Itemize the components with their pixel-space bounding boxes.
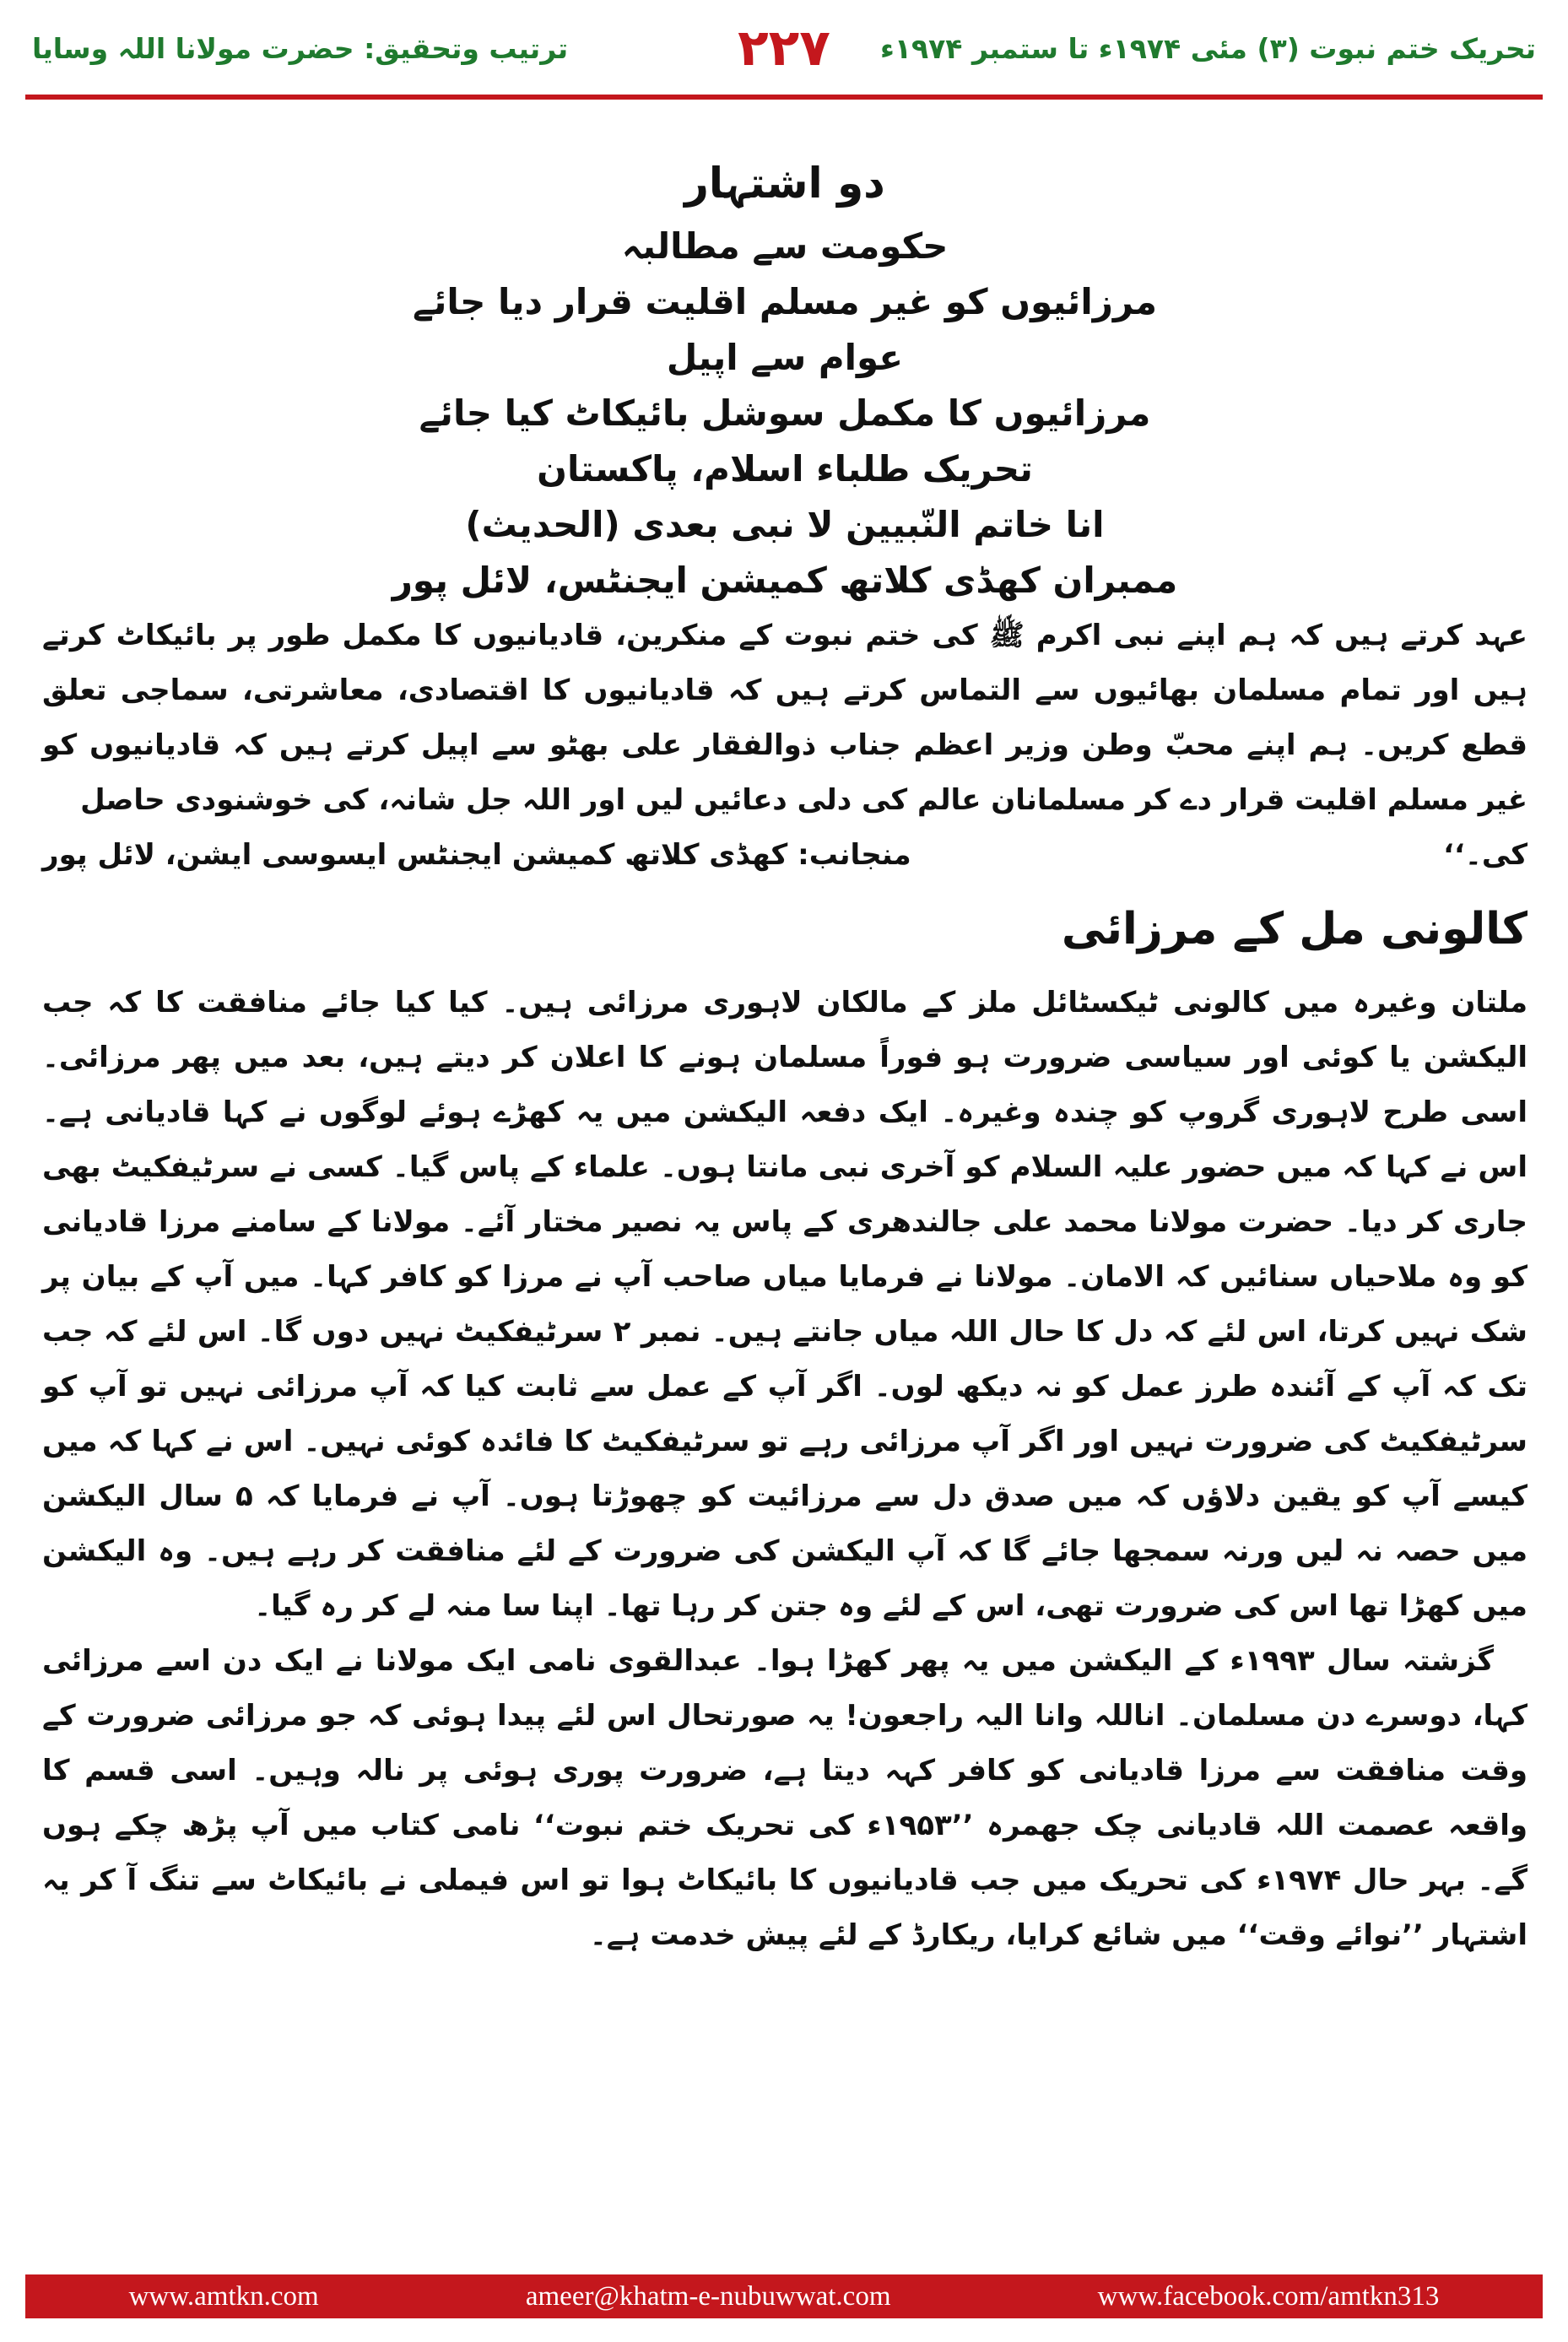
running-title: تحریک ختم نبوت (۳) مئی ۱۹۷۴ء تا ستمبر ۱۹۷۴ء <box>880 32 1536 65</box>
section-paragraph: گزشتہ سال ۱۹۹۳ء کے الیکشن میں یہ پھر کھڑا ہوا۔ عبدالقوی نامی ایک مولانا نے ایک دن اسے مرزائی کہا، دوسرے دن مسلمان۔ اناللہ وانا الیہ راجعون! یہ صورتحال اس لئے پیدا ہوئی کہ جو مرزائی ضرورت کے وقت منافقت سے مرزا قادیانی کو کافر کہہ دیتا ہے، ضرورت پوری ہوئی پر نالہ وہیں۔ اسی قسم کا واقعہ عصمت اللہ قادیانی چک جھمرہ ’’۱۹۵۳ء کی تحریک ختم نبوت‘‘ نامی کتاب میں آپ پڑھ چکے ہوں گے۔ بہر حال ۱۹۷۴ء کی تحریک میں جب قادیانیوں کا بائیکاٹ ہوا تو اس فیملی نے بائیکاٹ سے تنگ آ کر یہ اشتہار ’’نوائے وقت‘‘ میں شائع کرایا، ریکارڈ کے لئے پیش خدمت ہے۔ <box>42 1644 1527 1952</box>
poster-signoff: منجانب: کھڈی کلاتھ کمیشن ایجنٹس ایسوسی ایشن، لائل پور <box>42 838 911 872</box>
poster-body-end: کی۔‘‘ <box>1443 838 1527 872</box>
poster-line: مرزائیوں کا مکمل سوشل بائیکاٹ کیا جائے <box>419 392 1151 434</box>
section-paragraph: ملتان وغیرہ میں کالونی ٹیکسٹائل ملز کے مالکان لاہوری مرزائی ہیں۔ کیا کیا جائے منافقت کا کہ جب الیکشن یا کوئی اور سیاسی ضرورت ہو فوراً مسلمان ہونے کا اعلان کر دیتے ہیں، بعد میں پھر مرزائی۔ اسی طرح لاہوری گروپ کو چندہ وغیرہ۔ ایک دفعہ الیکشن میں یہ کھڑے ہوئے لوگوں نے کہا قادیانی ہے۔ اس نے کہا کہ میں حضور علیہ السلام کو آخری نبی مانتا ہوں۔ علماء کے پاس گیا۔ کسی نے سرٹیفکیٹ بھی جاری کر دیا۔ حضرت مولانا محمد علی جالندھری کے پاس یہ نصیر مختار آئے۔ مولانا کے سامنے مرزا قادیانی کو وہ ملاحیاں سنائیں کہ الامان۔ مولانا نے فرمایا میاں صاحب آپ نے مرزا کو کافر کہا۔ میں آپ کے بیان پر شک نہیں کرتا، اس لئے کہ دل کا حال اللہ میاں جانتے ہیں۔ نمبر ۲ سرٹیفکیٹ نہیں دوں گا۔ اس لئے کہ جب تک کہ آپ کے آئندہ طرز عمل کو نہ دیکھ لوں۔ اگر آپ کے عمل سے ثابت کیا کہ آپ مرزائی نہیں تو آپ کو سرٹیفکیٹ کی ضرورت نہیں اور اگر آپ مرزائی رہے تو سرٹیفکیٹ کا فائدہ کوئی نہیں۔ اس نے کہا کہ میں کیسے آپ کو یقین دلاؤں کہ میں صدق دل سے مرزائیت کو چھوڑتا ہوں۔ آپ نے فرمایا کہ ۵ سال الیکشن میں حصہ نہ لیں ورنہ سمجھا جائے گا کہ آپ الیکشن کی ضرورت کے لئے منافقت کر رہے ہیں۔ وہ الیکشن میں کھڑا تھا اس کی ضرورت تھی، اس کے لئے وہ جتن کر رہا تھا۔ اپنا سا منہ لے کر رہ گیا۔ <box>42 986 1527 1623</box>
email-link[interactable]: ameer@khatm-e-nubuwwat.com <box>525 2280 891 2312</box>
header-divider <box>25 95 1543 100</box>
facebook-link[interactable]: www.facebook.com/amtkn313 <box>1097 2280 1440 2312</box>
compiler-credit: ترتیب وتحقیق: حضرت مولانا اللہ وسایا <box>32 32 569 65</box>
section-heading: کالونی مل کے مرزائی <box>1061 904 1527 955</box>
website-link[interactable]: www.amtkn.com <box>128 2280 319 2312</box>
poster-title: دو اشتہار <box>684 159 885 208</box>
poster-line: حکومت سے مطالبہ <box>621 225 949 267</box>
poster-line: تحریک طلباء اسلام، پاکستان <box>537 448 1033 489</box>
page-number: ۲۲۷ <box>738 19 830 78</box>
page-footer <box>25 2274 1543 2318</box>
poster-line: مرزائیوں کو غیر مسلم اقلیت قرار دیا جائے <box>412 281 1158 322</box>
poster-line: انا خاتم النّبیین لا نبی بعدی (الحدیث) <box>465 504 1105 545</box>
poster-line: عوام سے اپیل <box>666 337 904 378</box>
poster-body: عہد کرتے ہیں کہ ہم اپنے نبی اکرم ﷺ کی ختم نبوت کے منکرین، قادیانیوں کا مکمل طور پر بائیکاٹ کرتے ہیں اور تمام مسلمان بھائیوں سے التماس کرتے ہیں کہ قادیانیوں کا اقتصادی، معاشرتی، سماجی تعلق قطع کریں۔ ہم اپنے محبّ وطن وزیر اعظم جناب ذوالفقار علی بھٹو سے اپیل کرتے ہیں کہ قادیانیوں کو غیر مسلم اقلیت قرار دے کر مسلمانان عالم کی دلی دعائیں لیں اور اللہ جل شانہ، کی خوشنودی حاصل <box>42 619 1527 817</box>
poster-line: ممبران کھڈی کلاتھ کمیشن ایجنٹس، لائل پور <box>392 560 1178 601</box>
poster-signoff-row <box>42 828 1527 883</box>
page-body <box>42 148 1527 1963</box>
page-header <box>0 0 1568 101</box>
